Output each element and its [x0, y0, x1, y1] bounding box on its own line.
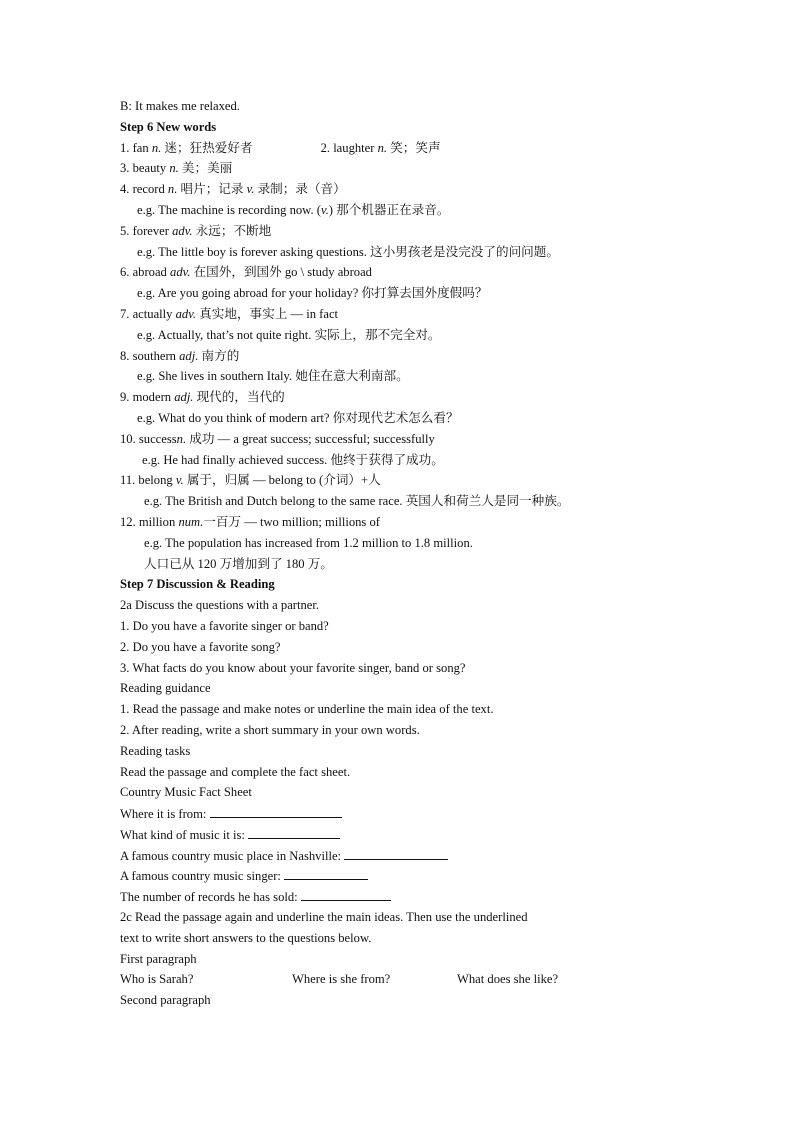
example-11: e.g. The British and Dutch belong to the same race. 英国人和荷兰人是同一种族。	[144, 494, 570, 509]
question-2: 2. Do you have a favorite song?	[120, 639, 281, 654]
reading-task-1: Read the passage and complete the fact sheet.	[120, 764, 351, 779]
word-5: 5. forever adv. 永远；不断地	[120, 223, 272, 238]
word-8: 8. southern adj. 南方的	[120, 348, 240, 363]
word-2: 2. laughter n. 笑；笑声	[320, 140, 441, 155]
example-5: e.g. The little boy is forever asking questions. 这小男孩老是没完没了的问问题。	[137, 244, 559, 259]
fact-famous-place: A famous country music place in Nashville:	[120, 845, 740, 866]
second-paragraph-heading: Second paragraph	[120, 993, 211, 1008]
example-12: e.g. The population has increased from 1.2 million to 1.8 million.	[144, 535, 473, 550]
fact-kind-of-music: What kind of music it is:	[120, 824, 740, 845]
word-7: 7. actually adv. 真实地，事实上 — in fact	[120, 306, 339, 321]
example-10: e.g. He had finally achieved success. 他终于获得了成功。	[142, 452, 444, 467]
question-1: 1. Do you have a favorite singer or band?	[120, 618, 329, 633]
example-4: e.g. The machine is recording now. (v.) 那个机器正在录音。	[137, 202, 450, 217]
example-12-translation: 人口已从 120 万增加到了 180 万。	[144, 556, 333, 571]
answer-blank[interactable]	[210, 803, 342, 818]
answer-blank[interactable]	[248, 824, 340, 839]
reading-tasks-heading: Reading tasks	[120, 743, 191, 758]
answer-blank[interactable]	[301, 886, 391, 901]
answer-blank[interactable]	[284, 865, 368, 880]
task-2c-line2: text to write short answers to the questions below.	[120, 930, 372, 945]
question-who: Who is Sarah?	[120, 972, 194, 987]
answer-blank[interactable]	[344, 845, 448, 860]
first-paragraph-heading: First paragraph	[120, 951, 197, 966]
reading-guidance-heading: Reading guidance	[120, 681, 211, 696]
worksheet-page	[120, 96, 740, 1011]
task-2c-line1: 2c Read the passage again and underline the main ideas. Then use the underlined	[120, 910, 528, 925]
word-6: 6. abroad adv. 在国外，到国外 go \ study abroad	[120, 265, 372, 280]
word-3: 3. beauty n. 美；美丽	[120, 161, 233, 176]
fact-famous-singer: A famous country music singer:	[120, 865, 740, 886]
word-11: 11. belong v. 属于，归属 — belong to (介词）+人	[120, 473, 381, 488]
reading-guidance-1: 1. Read the passage and make notes or underline the main idea of the text.	[120, 702, 494, 717]
question-what: What does she like?	[457, 972, 559, 987]
question-where: Where is she from?	[292, 972, 391, 987]
step7-heading: Step 7 Discussion & Reading	[120, 577, 275, 592]
word-9: 9. modern adj. 现代的，当代的	[120, 390, 285, 405]
dialogue-line: B: It makes me relaxed.	[120, 99, 240, 113]
example-7: e.g. Actually, that’s not quite right. 实际上，那不完全对。	[137, 327, 441, 342]
word-1: 1. fan n. 迷；狂热爱好者	[120, 140, 253, 155]
step6-heading: Step 6 New words	[120, 119, 217, 134]
example-6: e.g. Are you going abroad for your holiday? 你打算去国外度假吗？	[137, 286, 488, 301]
reading-guidance-2: 2. After reading, write a short summary in your own words.	[120, 722, 420, 737]
task-2a: 2a Discuss the questions with a partner.	[120, 598, 320, 613]
fact-sheet-title: Country Music Fact Sheet	[120, 785, 252, 800]
word-12: 12. million num.一百万 — two million; millions of	[120, 514, 380, 529]
paragraph-questions	[120, 969, 740, 990]
example-9: e.g. What do you think of modern art? 你对现代艺术怎么看？	[137, 410, 459, 425]
word-fan-laughter	[120, 138, 740, 159]
word-4: 4. record n. 唱片；记录 v. 录制；录（音）	[120, 182, 346, 197]
fact-where-from: Where it is from:	[120, 803, 740, 824]
question-3: 3. What facts do you know about your favorite singer, band or song?	[120, 660, 466, 675]
example-8: e.g. She lives in southern Italy. 她住在意大利南部。	[137, 369, 409, 384]
fact-records-sold: The number of records he has sold:	[120, 886, 740, 907]
word-10: 10. successn. 成功 — a great success; successful; successfully	[120, 431, 435, 446]
